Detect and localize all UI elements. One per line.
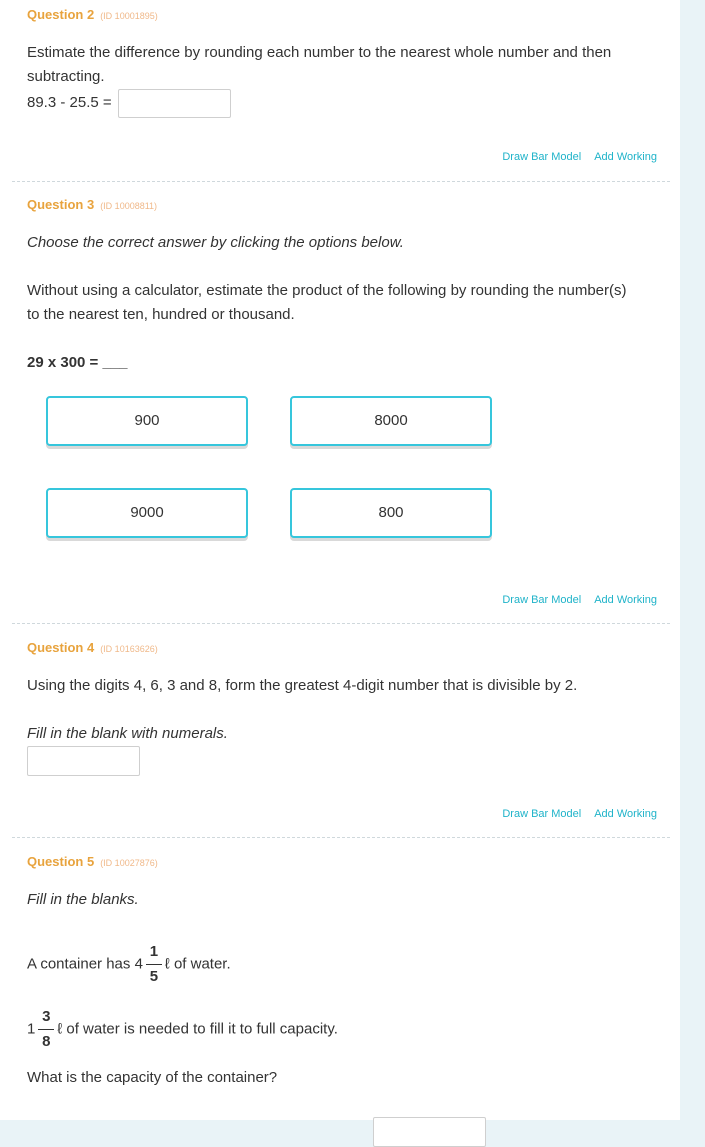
- fraction: [146, 942, 162, 987]
- q3-id: (ID 10008811): [100, 201, 158, 211]
- q4-links: [489, 808, 657, 820]
- q4-header: [27, 639, 158, 657]
- q5-line1-before: A container has 4: [27, 955, 143, 973]
- q3-header: [27, 196, 157, 214]
- q4-instruction: Fill in the blank with numerals.: [27, 725, 228, 742]
- q5-line-1: [27, 942, 231, 987]
- option-4[interactable]: 800: [290, 488, 492, 538]
- q2-expression: 89.3 - 25.5 =: [27, 94, 112, 111]
- fraction-denominator: 8: [42, 1033, 51, 1050]
- q5-line-2: [27, 1007, 338, 1052]
- q4-add-working-link[interactable]: Add Working: [594, 808, 657, 820]
- q4-prompt: Using the digits 4, 6, 3 and 8, form the greatest 4-digit number that is divisible by 2.: [27, 677, 578, 694]
- q3-label: Question 3: [27, 197, 95, 212]
- q5-answer-input[interactable]: [373, 1117, 486, 1147]
- q2-id: (ID 10001895): [100, 11, 158, 21]
- q3-links: [489, 594, 657, 606]
- q3-add-working-link[interactable]: Add Working: [594, 594, 657, 606]
- q3-draw-bar-model-link[interactable]: Draw Bar Model: [502, 594, 582, 606]
- q2-add-working-link[interactable]: Add Working: [594, 151, 657, 163]
- divider: [12, 623, 670, 624]
- fraction: [38, 1007, 54, 1052]
- q4-label: Question 4: [27, 640, 95, 655]
- q3-instruction: Choose the correct answer by clicking the options below.: [27, 234, 404, 251]
- q5-line2-before: 1: [27, 1020, 36, 1038]
- q2-label: Question 2: [27, 7, 95, 22]
- q3-expression: 29 x 300 = ___: [27, 354, 128, 371]
- q5-label: Question 5: [27, 854, 95, 869]
- divider: [12, 837, 670, 838]
- fraction-bar: [146, 964, 162, 965]
- fraction-numerator: 1: [149, 943, 159, 960]
- q5-id: (ID 10027876): [100, 858, 158, 868]
- fraction-numerator: 3: [42, 1008, 51, 1025]
- q2-header: [27, 6, 158, 24]
- q4-answer-input[interactable]: [27, 746, 140, 776]
- q5-question: What is the capacity of the container?: [27, 1069, 278, 1086]
- q5-header: [27, 853, 158, 871]
- option-1[interactable]: 900: [46, 396, 248, 446]
- q2-links: [489, 151, 657, 163]
- q2-answer-input[interactable]: [118, 89, 231, 118]
- q4-id: (ID 10163626): [100, 644, 158, 654]
- option-2[interactable]: 8000: [290, 396, 492, 446]
- q5-instruction: Fill in the blanks.: [27, 891, 139, 908]
- q2-prompt: Estimate the difference by rounding each number to the nearest whole number and then subtracting.: [27, 44, 612, 85]
- fraction-denominator: 5: [149, 968, 159, 985]
- q4-draw-bar-model-link[interactable]: Draw Bar Model: [502, 808, 582, 820]
- fraction-bar: [38, 1029, 54, 1030]
- q3-prompt: Without using a calculator, estimate the product of the following by rounding the number(s) to the nearest ten, hundred or thousand.: [27, 282, 627, 323]
- q2-draw-bar-model-link[interactable]: Draw Bar Model: [502, 151, 582, 163]
- q5-line1-after: ℓ of water.: [164, 955, 231, 973]
- option-3[interactable]: 9000: [46, 488, 248, 538]
- divider: [12, 181, 670, 182]
- q5-line2-after: ℓ of water is needed to fill it to full capacity.: [57, 1020, 338, 1038]
